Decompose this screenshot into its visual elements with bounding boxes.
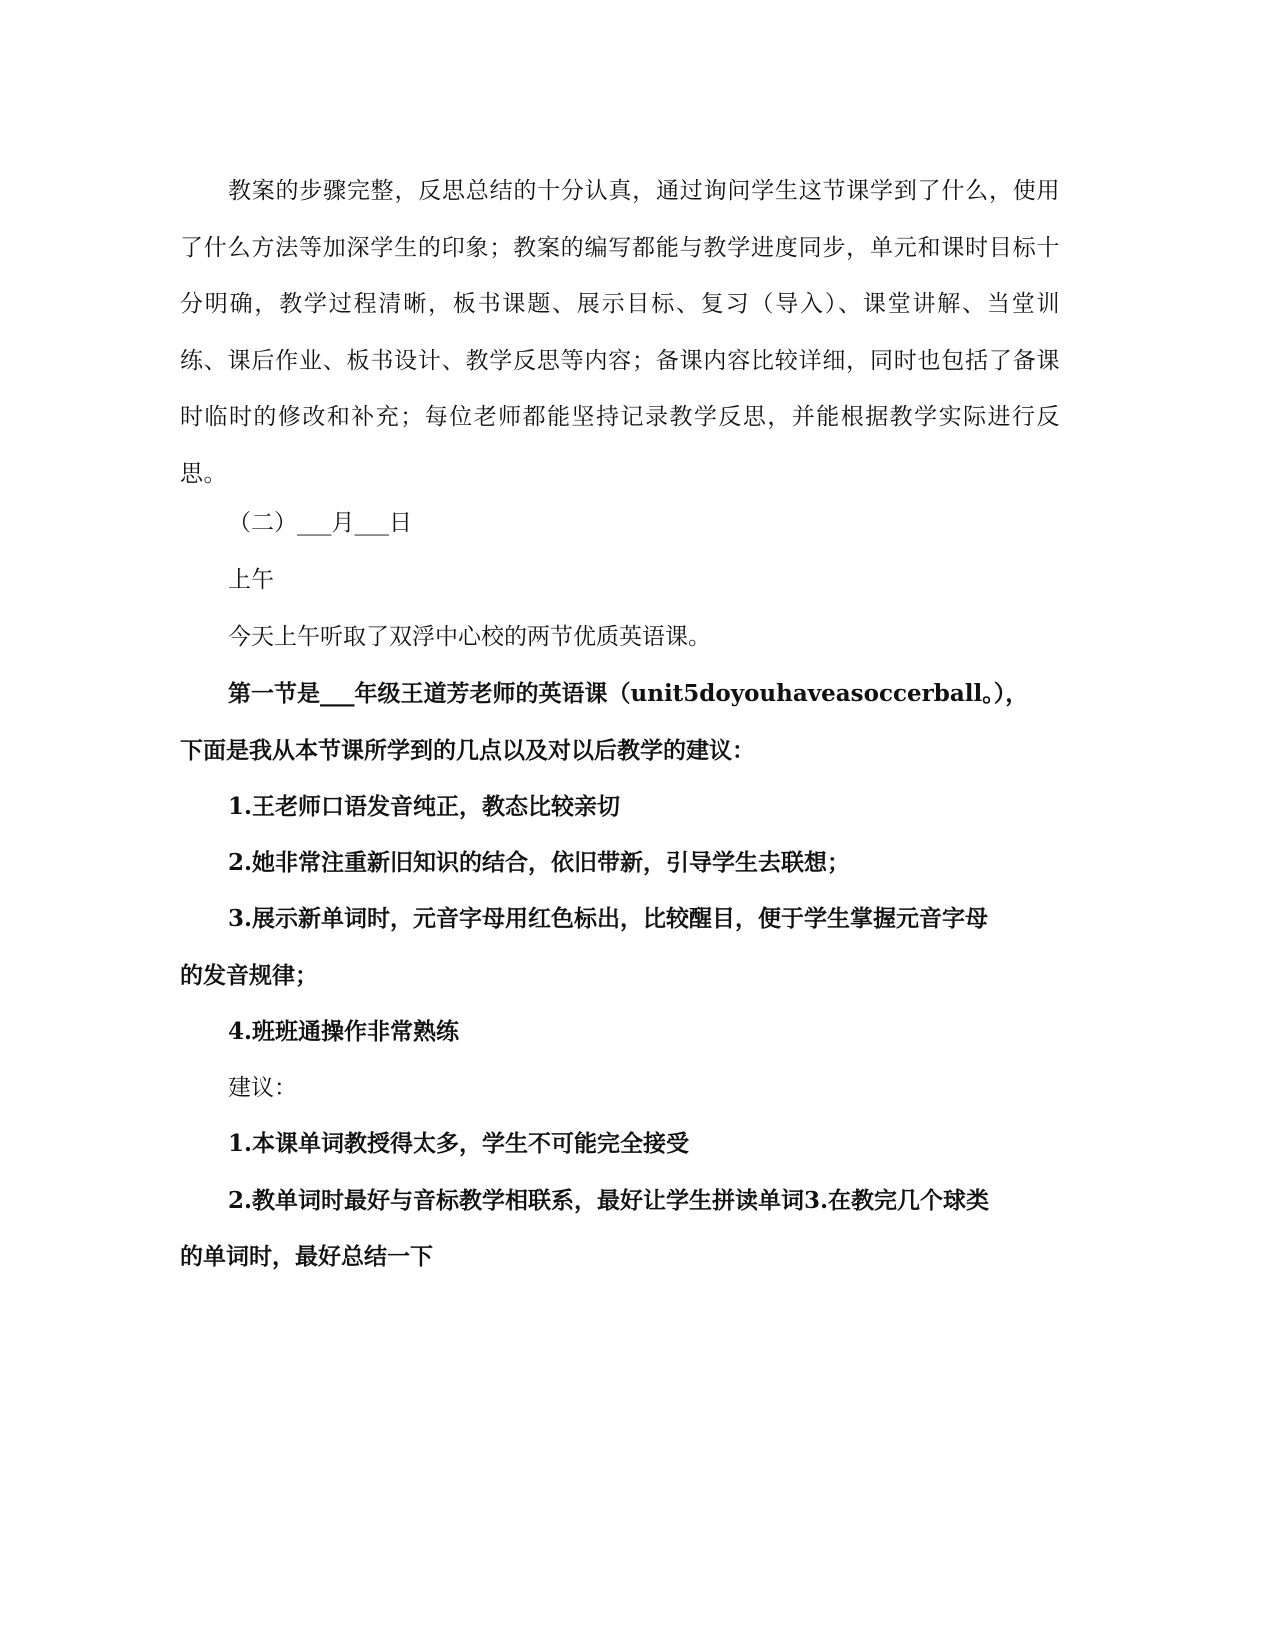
first-lesson-continuation: 下面是我从本节课所学到的几点以及对以后教学的建议： xyxy=(180,737,755,764)
strength-item-continuation: 的发音规律； xyxy=(180,962,318,989)
suggestion-item-continuation: 的单词时，最好总结一下 xyxy=(180,1243,433,1270)
suggestion-item: 2.教单词时最好与音标教学相联系，最好让学生拼读单词3.在教完几个球类 xyxy=(228,1187,990,1214)
first-lesson-line: 第一节是___年级王道芳老师的英语课（unit5doyouhaveasoccerball。）， xyxy=(228,680,1029,707)
strength-item: 4.班班通操作非常熟练 xyxy=(228,1018,460,1045)
morning-label: 上午 xyxy=(228,567,274,593)
strength-item: 2.她非常注重新旧知识的结合，依旧带新，引导学生去联想； xyxy=(228,849,851,876)
body-paragraph: 教案的步骤完整，反思总结的十分认真，通过询问学生这节课学到了什么，使用了什么方法等加深学生的印象；教案的编写都能与教学进度同步，单元和课时目标十分明确，教学过程清晰，板书课题、展示目标、复习（导入）、课堂讲解、当堂训练、课后作业、板书设计、教学反思等内容；备课内容比较详细，同时也包括了备课时临时的修改和补充；每位老师都能坚持记录教学反思，并能根据教学实际进行反思。 xyxy=(180,178,1060,487)
intro-sentence: 今天上午听取了双浮中心校的两节优质英语课。 xyxy=(228,624,711,650)
strength-item: 3.展示新单词时，元音字母用红色标出，比较醒目，便于学生掌握元音字母 xyxy=(228,905,989,932)
suggestion-label: 建议： xyxy=(228,1075,297,1101)
strength-item: 1.王老师口语发音纯正，教态比较亲切 xyxy=(228,793,621,820)
suggestion-item: 1.本课单词教授得太多，学生不可能完全接受 xyxy=(228,1130,690,1157)
section-heading: （二）___月___日 xyxy=(228,510,412,536)
